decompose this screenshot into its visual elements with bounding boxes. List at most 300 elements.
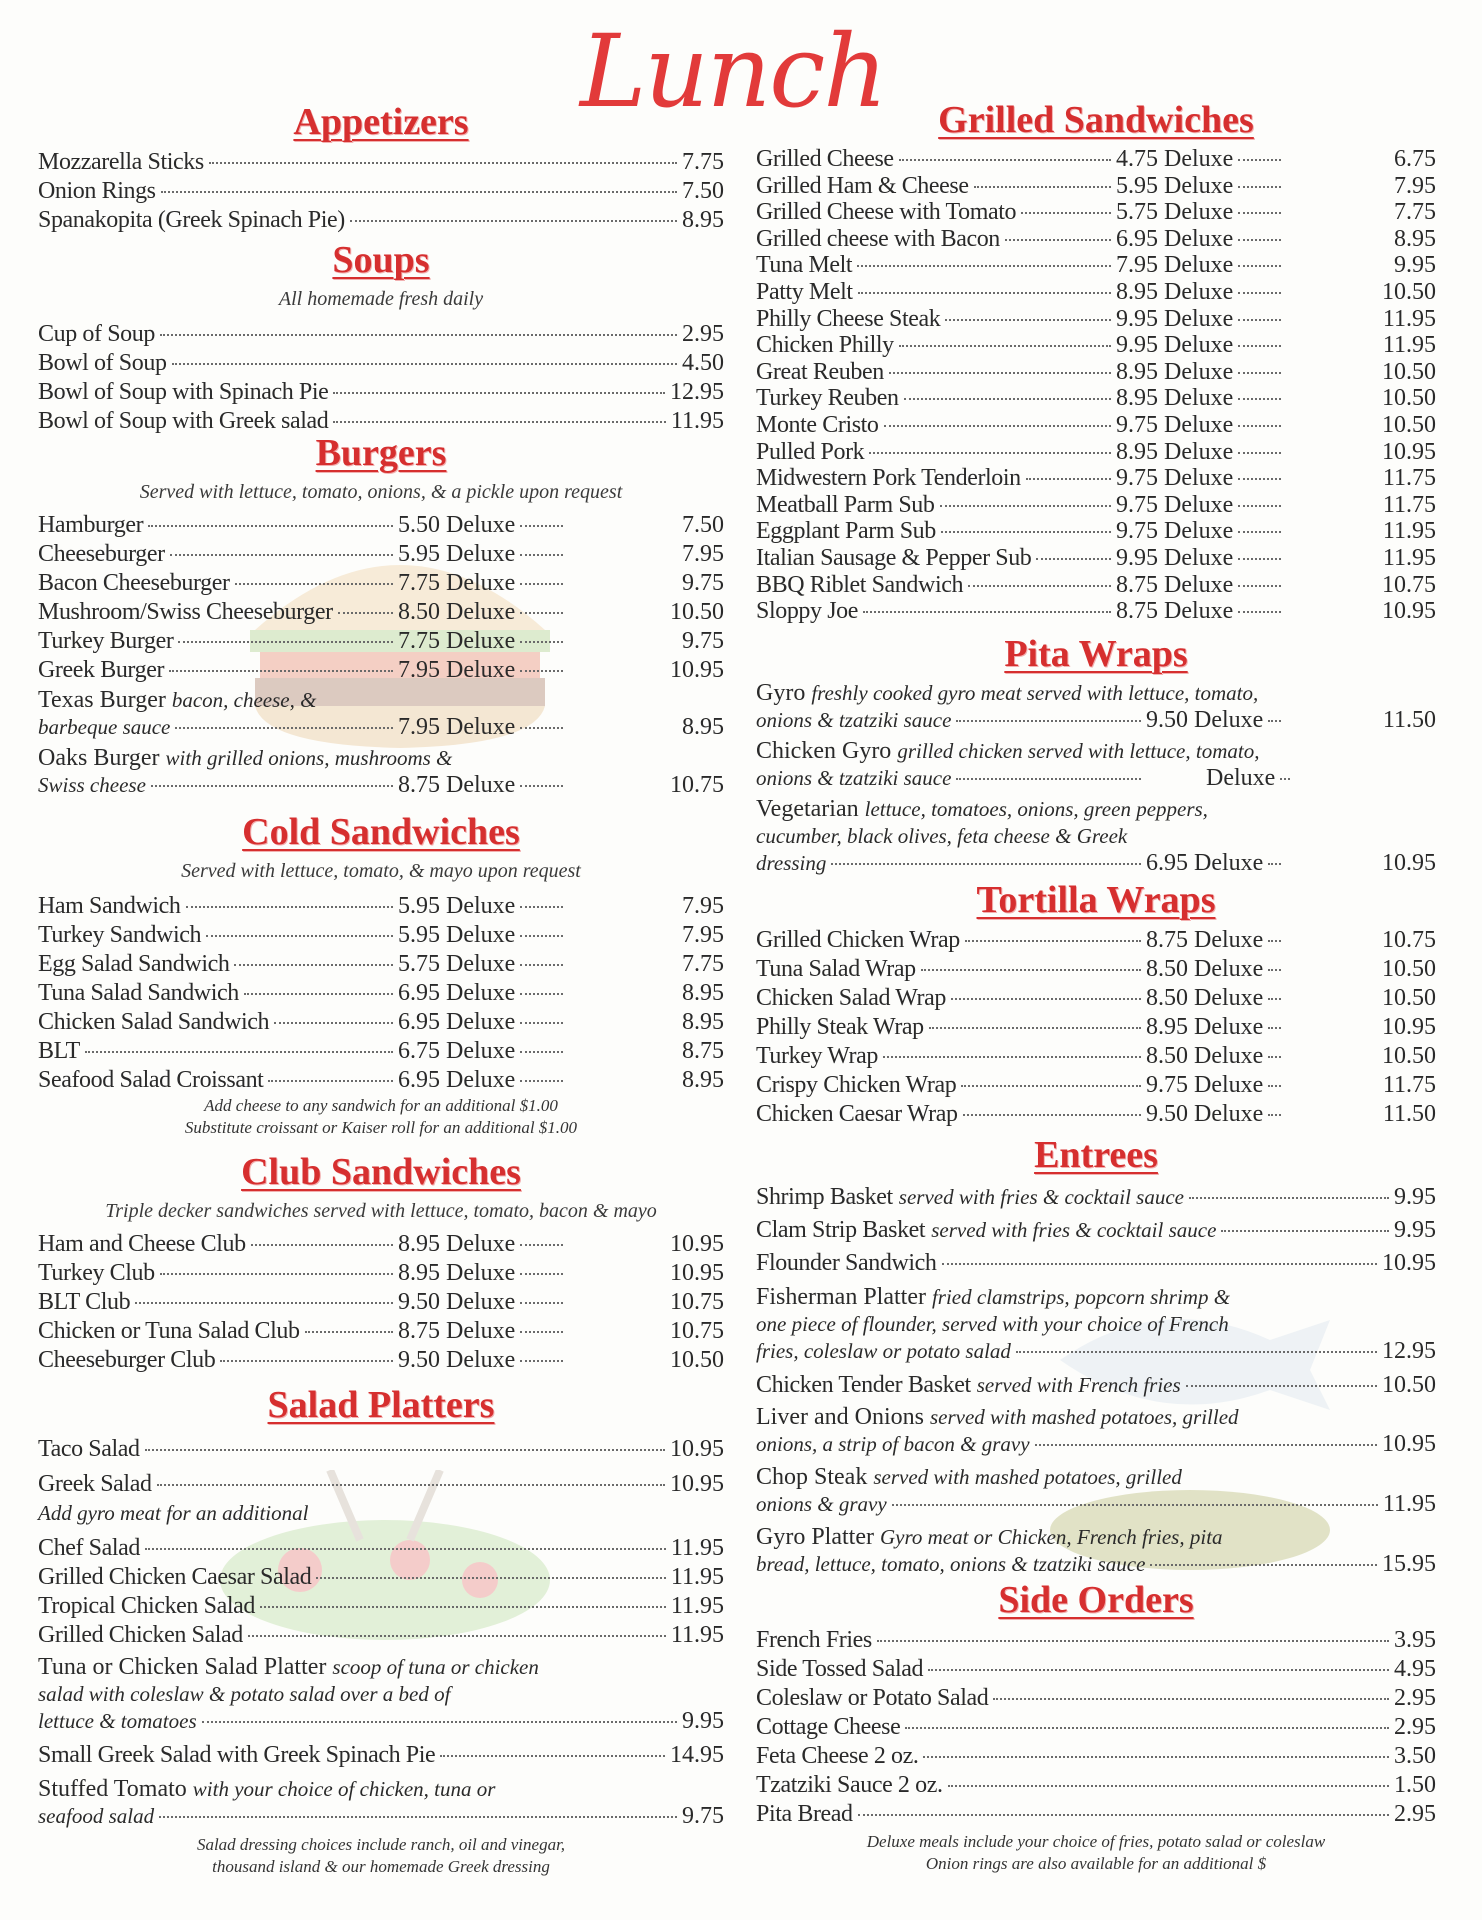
dot-leader [350,220,677,222]
dot-leader [1238,425,1281,427]
item-price: 8.95 [1116,438,1158,465]
item-name: Turkey Sandwich [38,922,202,948]
deluxe-price: 9.95 [1394,252,1436,279]
menu-item [756,1713,1436,1742]
item-name: Cheeseburger Club [38,1347,216,1373]
dot-leader [235,583,393,585]
deluxe-price-cell [1286,926,1436,955]
item-price-cell [1116,306,1286,333]
item-name: BLT [38,1038,80,1064]
item-price: 8.75 [1146,927,1188,953]
deluxe-price: 10.75 [1382,927,1436,953]
item-name: Chicken Philly [756,332,894,359]
dot-leader [520,1080,563,1082]
item-name: Onion Rings [38,178,156,204]
dot-leader [305,1331,393,1333]
deluxe-price-cell [1286,984,1436,1013]
item-name-cell [756,984,1146,1013]
dot-leader [274,1022,393,1024]
deluxe-price-cell [568,1288,724,1317]
deluxe-price-cell [568,950,724,979]
item-price-cell [1116,279,1286,306]
item-price: 7.75 [398,628,440,654]
dot-leader [186,906,393,908]
deluxe-label: Deluxe [1164,225,1234,252]
menu-item [756,1684,1436,1713]
dot-leader [520,1022,563,1024]
item-price-cell [1116,332,1286,359]
menu-item [38,1534,724,1563]
dot-leader [928,1669,1389,1671]
deluxe-label: Deluxe [1164,172,1234,199]
deluxe-label: Deluxe [446,1347,516,1373]
item-price-cell [398,950,568,979]
item-price: 5.50 [398,512,440,538]
menu-item [756,1771,1436,1800]
dot-leader [520,641,563,643]
item-price-cell [1116,359,1286,386]
item-price-cell [398,656,568,685]
item-name: BLT Club [38,1289,131,1315]
item-price: 6.95 [398,1067,440,1093]
section-title: Club Sandwiches [241,1151,521,1193]
dot-leader [1238,159,1281,161]
section-title: Cold Sandwiches [242,811,520,853]
deluxe-label: Deluxe [1164,518,1234,545]
side-orders-section [756,1578,1436,1875]
menu-item [38,1621,724,1650]
deluxe-price: 8.95 [682,1009,724,1035]
deluxe-label: Deluxe [1164,332,1234,359]
item-price: 6.95 [398,980,440,1006]
deluxe-price-cell [568,656,724,685]
item-name: Chicken or Tuna Salad Club [38,1318,300,1344]
item-name-cell [756,1100,1146,1129]
item-price-cell [398,1066,568,1095]
deluxe-price: 10.75 [670,1318,724,1344]
dot-leader [1238,239,1281,241]
menu-item [756,1655,1436,1684]
item-name: Great Reuben [756,358,884,385]
item-price-cell [1146,1071,1286,1100]
dot-leader [1021,212,1111,214]
item-name-cell [756,199,1116,226]
menu-item: Chicken Tender Basket served with French fries 10.50 [756,1372,1436,1398]
deluxe-price: 11.75 [1382,491,1436,518]
dot-leader [1238,292,1281,294]
dot-leader [869,452,1111,454]
menu-item [38,1563,724,1592]
deluxe-price-cell [1286,598,1436,625]
dot-leader [974,186,1111,188]
item-price: 8.95 [398,1260,440,1286]
item-price-cell [1116,439,1286,466]
item-price: 4.50 [682,350,724,376]
item-name: Bacon Cheeseburger [38,570,230,596]
dot-leader [877,1640,1389,1642]
dot-leader [160,334,677,336]
deluxe-price: 11.95 [1382,305,1436,332]
deluxe-label: Deluxe [1194,956,1264,982]
item-name-cell [38,598,398,627]
item-name: Tropical Chicken Salad [38,1593,255,1619]
menu-title: Lunch [580,13,886,130]
item-price-cell [398,511,568,540]
deluxe-label: Deluxe [1164,465,1234,492]
item-name-cell [38,921,398,950]
dot-leader [883,1056,1141,1058]
item-price: 4.75 [1116,146,1158,172]
deluxe-price: 10.95 [670,657,724,683]
section-title: Appetizers [293,101,469,143]
dot-leader [1238,212,1281,214]
dot-leader [333,392,665,394]
menu-item: Oaks Burger with grilled onions, mushrooms & Swiss cheese 8.75 Deluxe 10.75 [38,745,724,798]
deluxe-price-cell [568,1008,724,1037]
item-name: Philly Steak Wrap [756,1014,924,1040]
dot-leader [520,935,563,937]
item-name-cell [756,465,1116,492]
deluxe-price: 10.50 [1382,385,1436,412]
item-price-cell [1116,572,1286,599]
deluxe-price-cell [568,540,724,569]
item-price-cell [398,1037,568,1066]
dot-leader [268,1080,393,1082]
dot-leader [520,525,563,527]
menu-item: Greek Salad 10.95 Add gyro meat for an additional [38,1471,724,1525]
deluxe-price-cell [1286,518,1436,545]
dot-leader [244,993,393,995]
soups-section [38,238,724,436]
item-price: 2.95 [1394,1685,1436,1711]
item-price: 8.50 [1146,1043,1188,1069]
section-title: Soups [332,239,430,281]
item-name: Philly Cheese Steak [756,305,941,332]
item-price-cell [1116,545,1286,572]
deluxe-label: Deluxe [1194,1072,1264,1098]
menu-item: Liver and Onions served with mashed potatoes, grilled onions, a strip of bacon & gravy 10.95 [756,1404,1436,1457]
menu-item: Tuna or Chicken Salad Platter scoop of tuna or chicken salad with coleslaw & potato salad over a bed of lettuce & tomatoes 9.95 [38,1654,724,1734]
footnote: thousand island & our homemade Greek dressing [212,1857,550,1876]
deluxe-label: Deluxe [446,1289,516,1315]
item-price-cell [1116,226,1286,253]
item-name-cell [38,950,398,979]
dot-leader [963,1114,1141,1116]
club-sandwiches-section [38,1150,724,1375]
item-name-cell [38,1259,398,1288]
menu-item [38,177,724,206]
dot-leader [1268,940,1281,942]
deluxe-price: 11.95 [1382,332,1436,359]
item-name-cell [756,1013,1146,1042]
deluxe-price: 9.75 [682,570,724,596]
item-price: 6.75 [398,1038,440,1064]
deluxe-price-cell [568,1346,724,1375]
item-name: Turkey Reuben [756,385,899,412]
deluxe-price-cell [568,627,724,656]
deluxe-price: 7.75 [1394,199,1436,226]
dot-leader [1238,611,1281,613]
dot-leader [899,159,1111,161]
item-name-cell [756,279,1116,306]
deluxe-price-cell [1286,1042,1436,1071]
deluxe-price: 10.50 [1382,985,1436,1011]
deluxe-label: Deluxe [446,599,516,625]
deluxe-price: 11.95 [1382,518,1436,545]
item-name-cell [756,1042,1146,1071]
deluxe-label: Deluxe [1194,1101,1264,1127]
deluxe-label: Deluxe [446,512,516,538]
deluxe-label: Deluxe [1164,278,1234,305]
dot-leader [206,935,393,937]
item-price: 11.95 [670,1622,724,1648]
item-price-cell [1146,1100,1286,1129]
item-name-cell [38,511,398,540]
deluxe-price: 10.50 [1382,1043,1436,1069]
item-price: 9.50 [398,1289,440,1315]
item-price: 9.75 [1116,491,1158,518]
section-title: Grilled Sandwiches [938,99,1254,141]
deluxe-price-cell [1286,359,1436,386]
deluxe-price-cell [1286,279,1436,306]
deluxe-label: Deluxe [1164,411,1234,438]
dot-leader [1238,505,1281,507]
item-name: Chicken Caesar Wrap [756,1101,958,1127]
item-name-cell [38,627,398,656]
deluxe-price: 11.75 [1382,1072,1436,1098]
item-name-cell [756,926,1146,955]
item-price-cell [1116,492,1286,519]
dot-leader [1238,531,1281,533]
deluxe-label: Deluxe [446,541,516,567]
dot-leader [1268,1056,1281,1058]
deluxe-price: 10.95 [1382,598,1436,625]
deluxe-label: Deluxe [446,893,516,919]
item-name: Tzatziki Sauce 2 oz. [756,1772,943,1798]
deluxe-price-cell [1286,439,1436,466]
menu-item: Shrimp Basket served with fries & cocktail sauce 9.95 [756,1184,1436,1210]
item-price: 8.95 [1116,278,1158,305]
item-price: 9.75 [1146,1072,1188,1098]
item-name-cell [38,1346,398,1375]
deluxe-label: Deluxe [446,1231,516,1257]
item-name-cell [38,1317,398,1346]
item-price-cell [1116,252,1286,279]
deluxe-label: Deluxe [1164,544,1234,571]
item-name: Bowl of Soup with Spinach Pie [38,379,329,405]
item-name: Tuna Melt [756,252,853,279]
deluxe-label: Deluxe [1164,146,1234,172]
menu-item: Fisherman Platter fried clamstrips, popcorn shrimp & one piece of flounder, served with your choice of French fries, coleslaw or potato salad 12.95 [756,1284,1436,1364]
section-note: All homemade fresh daily [278,288,484,310]
item-price-cell [398,1008,568,1037]
item-name: Eggplant Parm Sub [756,518,936,545]
item-price: 8.95 [682,207,724,233]
dot-leader [941,531,1111,533]
dot-leader [520,906,563,908]
item-name: Mushroom/Swiss Cheeseburger [38,599,333,625]
dot-leader [1005,239,1111,241]
item-price: 8.50 [1146,956,1188,982]
item-name: Bowl of Soup with Greek salad [38,408,329,434]
item-name: Pita Bread [756,1801,853,1827]
item-price: 6.95 [1116,225,1158,252]
dot-leader [1268,969,1281,971]
item-name-cell [756,518,1116,545]
dot-leader [234,964,393,966]
item-name: Turkey Wrap [756,1043,878,1069]
menu-item [38,148,724,177]
dot-leader [260,1606,666,1608]
deluxe-price: 7.95 [682,893,724,919]
dot-leader [85,1051,393,1053]
dot-leader [251,1244,393,1246]
item-name-cell [38,1008,398,1037]
item-price: 7.95 [1116,252,1158,279]
dot-leader [858,292,1111,294]
deluxe-price: 10.95 [670,1231,724,1257]
item-name-cell [756,385,1116,412]
dot-leader [520,1273,563,1275]
deluxe-label: Deluxe [446,1318,516,1344]
item-price: 8.95 [398,1231,440,1257]
dot-leader [520,1331,563,1333]
pita-wraps-section [756,632,1436,877]
deluxe-price: 6.75 [1394,146,1436,172]
item-name: Monte Cristo [756,411,879,438]
item-name-cell [756,1071,1146,1100]
menu-item [38,320,724,349]
dot-leader [135,1302,393,1304]
item-price: 2.95 [1394,1714,1436,1740]
deluxe-price-cell [568,511,724,540]
item-name-cell [756,412,1116,439]
item-price: 3.95 [1394,1627,1436,1653]
item-name: Mozzarella Sticks [38,149,204,175]
item-name: Spanakopita (Greek Spinach Pie) [38,207,345,233]
deluxe-price-cell [568,1259,724,1288]
deluxe-label: Deluxe [446,922,516,948]
deluxe-price-cell [1286,306,1436,333]
deluxe-price-cell [1286,146,1436,173]
dot-leader [905,1727,1389,1729]
item-name-cell [756,146,1116,173]
dot-leader [857,265,1111,267]
burgers-section [38,431,724,799]
item-price: 9.75 [1116,465,1158,492]
deluxe-label: Deluxe [1164,571,1234,598]
item-price-cell [1116,598,1286,625]
deluxe-price-cell [568,1066,724,1095]
deluxe-price-cell [568,979,724,1008]
dot-leader [161,191,677,193]
item-price-cell [1146,955,1286,984]
item-name-cell [756,226,1116,253]
dot-leader [940,505,1111,507]
item-price: 9.75 [1116,518,1158,545]
menu-item: Texas Burger bacon, cheese, & barbeque sauce 7.95 Deluxe 8.95 [38,687,724,740]
item-name: Cottage Cheese [756,1714,901,1740]
deluxe-label: Deluxe [1164,598,1234,625]
dot-leader [965,940,1141,942]
deluxe-label: Deluxe [1164,358,1234,385]
deluxe-price: 10.50 [1382,956,1436,982]
item-price: 8.50 [1146,985,1188,1011]
item-name-cell [756,955,1146,984]
footnote: Add cheese to any sandwich for an additional $1.00 [204,1096,558,1115]
item-price: 1.50 [1394,1772,1436,1798]
item-name-cell [38,1066,398,1095]
item-name: Grilled Ham & Cheese [756,172,969,199]
item-price-cell [1146,926,1286,955]
item-price: 5.95 [398,541,440,567]
item-price: 5.95 [1116,172,1158,199]
menu-item [756,1800,1436,1829]
item-name: Grilled Chicken Salad [38,1622,243,1648]
deluxe-price-cell [1286,955,1436,984]
deluxe-price-cell [1286,199,1436,226]
item-price: 8.50 [398,599,440,625]
dot-leader [520,554,563,556]
item-name-cell [756,173,1116,200]
item-price: 9.95 [1116,544,1158,571]
dot-leader [1238,319,1281,321]
item-name-cell [38,656,398,685]
dot-leader [520,583,563,585]
deluxe-price: 10.50 [1382,278,1436,305]
item-name: Turkey Club [38,1260,155,1286]
item-name: Ham Sandwich [38,893,181,919]
item-price: 8.75 [398,1318,440,1344]
deluxe-price: 9.75 [682,628,724,654]
item-price: 7.75 [682,149,724,175]
menu-item: Stuffed Tomato with your choice of chicken, tuna or seafood salad 9.75 [38,1776,724,1829]
item-price: 12.95 [670,379,724,405]
item-name: BBQ Riblet Sandwich [756,571,964,598]
deluxe-label: Deluxe [446,1009,516,1035]
item-price: 5.75 [1116,199,1158,226]
deluxe-label: Deluxe [1164,385,1234,412]
item-name: Italian Sausage & Pepper Sub [756,544,1032,571]
deluxe-price-cell [1286,545,1436,572]
dot-leader [968,585,1111,587]
item-name-cell [38,1037,398,1066]
deluxe-price-cell [568,1230,724,1259]
footnote: Onion rings are also available for an additional $ [925,1854,1267,1873]
item-name: Coleslaw or Potato Salad [756,1685,989,1711]
item-name: Grilled Cheese with Tomato [756,199,1017,226]
menu-item: Taco Salad 10.95 [38,1436,724,1462]
deluxe-price-cell [1286,1100,1436,1129]
item-name: Chef Salad [38,1535,140,1561]
deluxe-price-cell [1286,226,1436,253]
appetizers-section [38,100,724,235]
dot-leader [858,1814,1389,1816]
deluxe-price: 7.95 [1394,172,1436,199]
dot-leader [889,372,1111,374]
item-name: Tuna Salad Wrap [756,956,916,982]
menu-item: Small Greek Salad with Greek Spinach Pie 14.95 [38,1742,724,1768]
item-name: French Fries [756,1627,872,1653]
dot-leader [1238,372,1281,374]
item-name-cell [38,540,398,569]
item-price-cell [398,921,568,950]
item-price-cell [398,1346,568,1375]
dot-leader [148,525,393,527]
item-price-cell [398,1230,568,1259]
deluxe-price: 8.95 [1394,225,1436,252]
item-price: 11.95 [670,1593,724,1619]
